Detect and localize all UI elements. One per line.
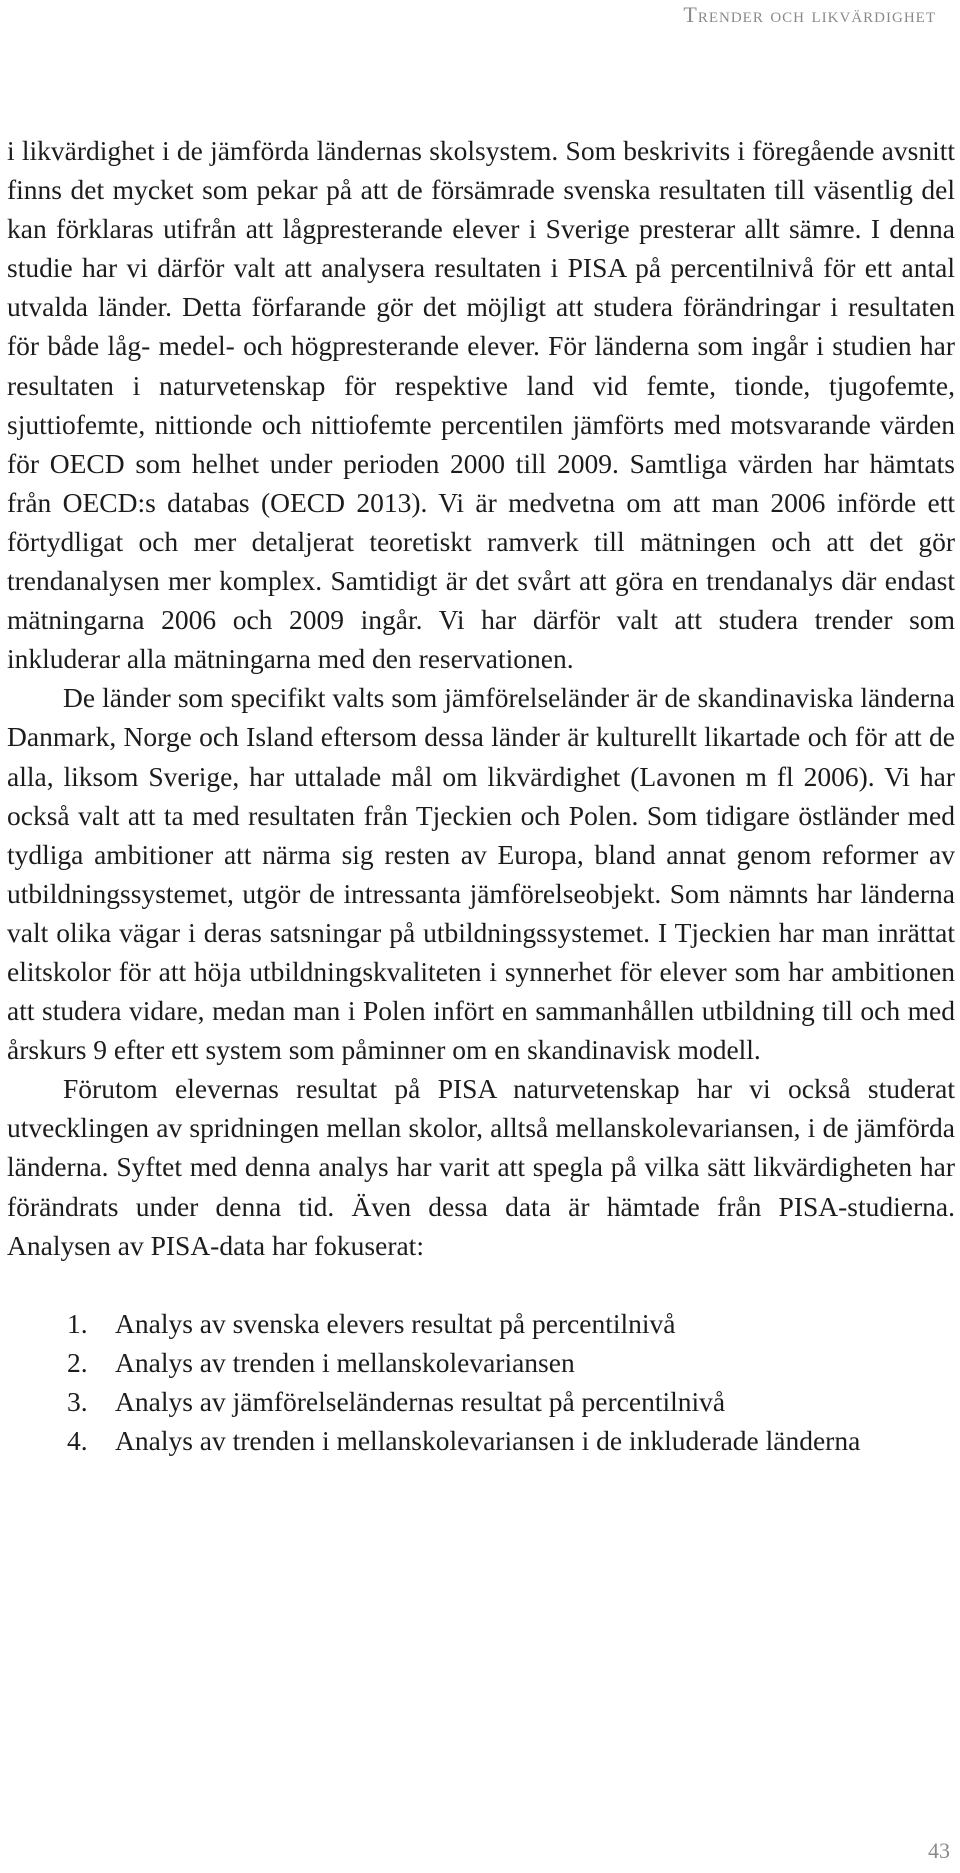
list-item-text: Analys av trenden i mellanskolevariansen xyxy=(115,1346,575,1378)
numbered-list xyxy=(7,1304,955,1460)
running-head: Trender och likvärdighet xyxy=(683,2,936,27)
list-item-text: Analys av svenska elevers resultat på percentilnivå xyxy=(115,1307,676,1339)
list-item xyxy=(7,1343,955,1382)
list-item-text: Analys av trenden i mellanskolevariansen i de inkluderade länderna xyxy=(115,1425,861,1456)
list-item xyxy=(7,1382,955,1421)
page-number: 43 xyxy=(928,1838,950,1863)
paragraph: i likvärdighet i de jämförda ländernas skolsystem. Som beskrivits i föregående avsnitt finns det mycket som pekar på att de försämrade svenska resultaten till väsentlig del kan förklaras utifrån att lågpresterande elever i Sverige presterar allt sämre. I denna studie har vi därför valt att analysera resultaten i PISA på percentilnivå för ett antal utvalda länder. Detta förfarande gör det möjligt att studera förändringar i resultaten för både låg- medel- och högpresterande elever. För länderna som ingår i studien har resultaten i naturvetenskap för respektive land vid femte, tionde, tjugofemte, sjuttiofemte, nittionde och nittiofemte percentilen jämförts med motsvarande värden för OECD som helhet under perioden 2000 till 2009. Samtliga värden har hämtats från OECD:s databas (OECD 2013). Vi är medvetna om att man 2006 införde ett förtydligat och mer detaljerat teoretiskt ramverk till mätningen och att det gör trendanalysen mer komplex. Samtidigt är det svårt att göra en trendanalys där endast mätningarna 2006 och 2009 ingår. Vi har därför valt att studera trender som inkluderar alla mätningarna med den reservationen. xyxy=(7,135,955,675)
paragraph: De länder som specifikt valts som jämförelseländer är de skandinaviska länderna Danmark, Norge och Island eftersom dessa länder är kulturellt likartade och för att de alla, liksom Sverige, har uttalade mål om likvärdighet (Lavonen m fl 2006). Vi har också valt att ta med resultaten från Tjeckien och Polen. Som tidigare östländer med tydliga ambitioner att närma sig resten av Europa, bland annat genom reformer av utbildningssystemet, utgör de intressanta jämförelseobjekt. Som nämnts har länderna valt olika vägar i deras satsningar på utbildningssystemet. I Tjeckien har man inrättat elitskolor för att höja utbildningskvaliteten i synnerhet för elever som har ambitionen att studera vidare, medan man i Polen infört en sammanhållen utbildning till och med årskurs 9 efter ett system som påminner om en skandinavisk modell. xyxy=(7,682,955,1066)
list-item-number: 4. xyxy=(67,1425,88,1456)
list-item-number: 1. xyxy=(67,1307,88,1339)
list-item-number: 2. xyxy=(67,1346,88,1378)
list-item-text: Analys av jämförelseländernas resultat på percentilnivå xyxy=(115,1385,726,1417)
list-item xyxy=(7,1304,955,1343)
paragraph: Förutom elevernas resultat på PISA naturvetenskap har vi också studerat utvecklingen av spridningen mellan skolor, alltså mellanskolevariansen, i de jämförda länderna. Syftet med denna analys har varit att spegla på vilka sätt likvärdigheten har förändrats under denna tid. Även dessa data är hämtade från PISA-studierna. Analysen av PISA-data har fokuserat: xyxy=(7,1073,955,1261)
list-item xyxy=(7,1421,955,1460)
body-text xyxy=(7,131,955,1460)
list-item-number: 3. xyxy=(67,1385,88,1417)
